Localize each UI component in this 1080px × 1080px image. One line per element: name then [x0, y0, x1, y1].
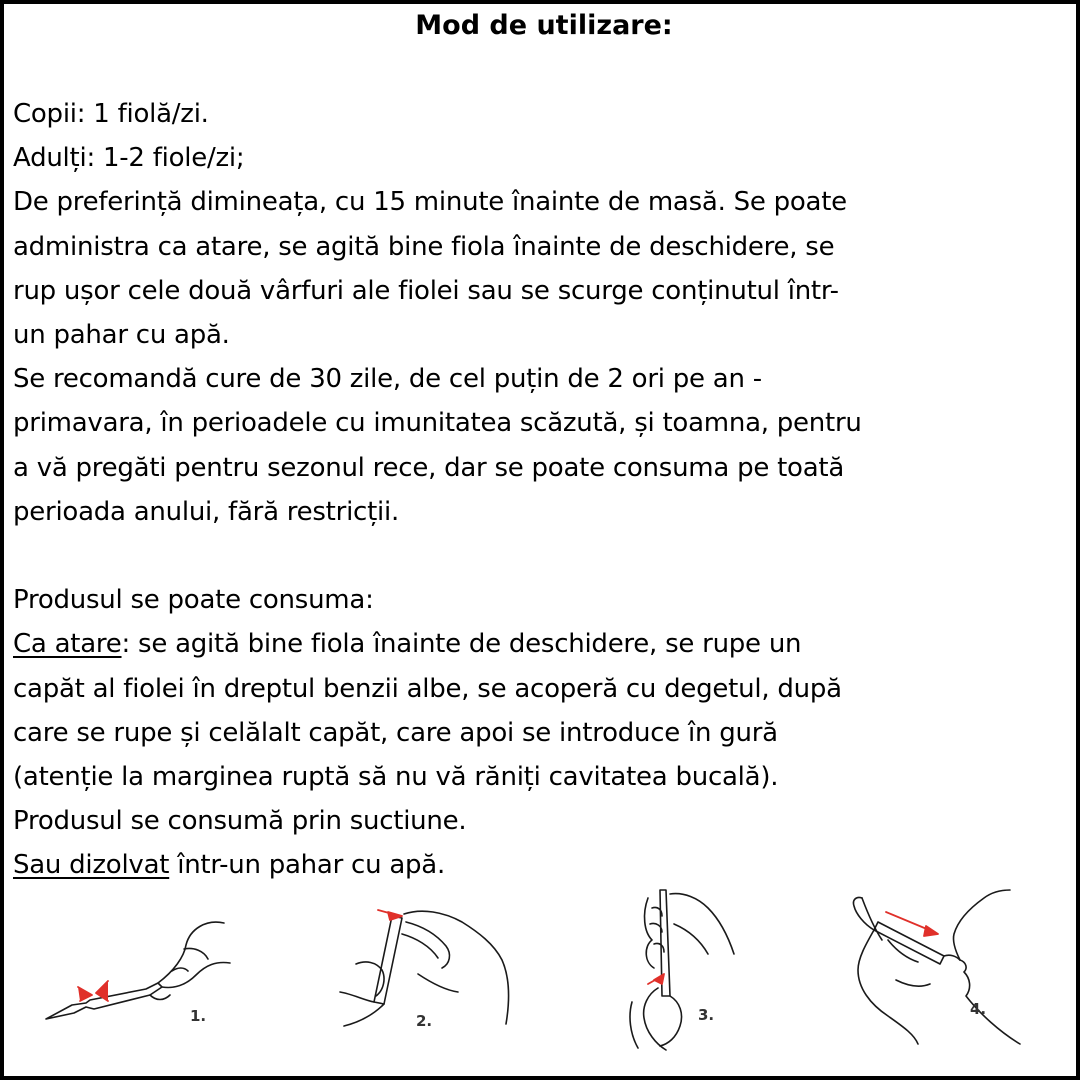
- cover-with-finger-illustration: [326, 904, 526, 1034]
- option-as-is-line: capăt al fiolei în dreptul benzii albe, se acoperă cu degetul, după: [13, 673, 842, 704]
- option-as-is-line: care se rupe și celălalt capăt, care apoi se introduce în gură: [13, 717, 778, 748]
- recommendation-line: perioada anului, fără restricții.: [13, 496, 399, 527]
- page-title: Mod de utilizare:: [415, 10, 673, 41]
- recommendation-line: a vă pregăti pentru sezonul rece, dar se poate consuma pe toată: [13, 452, 845, 483]
- recommendation-line: Se recomandă cure de 30 zile, de cel puțin de 2 ori pe an -: [13, 364, 762, 395]
- drink-from-ampoule-illustration: [834, 884, 1024, 1049]
- instructions-text: [13, 92, 1079, 888]
- usage-line: administra ca atare, se agită bine fiola înainte de deschidere, se: [13, 231, 835, 262]
- recommendation-line: primavara, în perioadele cu imunitatea scăzută, și toamna, pentru: [13, 408, 862, 439]
- dosage-children: Copii: 1 fiolă/zi.: [13, 99, 209, 129]
- option-dissolved-text: într-un pahar cu apă.: [169, 850, 445, 881]
- option-as-is-line: Produsul se consumă prin suctiune.: [13, 806, 467, 837]
- usage-line: un pahar cu apă.: [13, 320, 230, 351]
- usage-line: De preferință dimineața, cu 15 minute înainte de masă. Se poate: [13, 187, 847, 218]
- option-as-is-line: (atenție la marginea ruptă să nu vă răniți cavitatea bucală).: [13, 762, 779, 793]
- option-as-is-text: : se agită bine fiola înainte de deschidere, se rupe un: [121, 629, 802, 660]
- paragraph-gap: [13, 534, 1079, 578]
- usage-line: rup ușor cele două vârfuri ale fiolei sau se scurge conținutul într-: [13, 275, 839, 306]
- step-number-4: 4.: [970, 1000, 987, 1018]
- step-number-2: 2.: [416, 1012, 433, 1030]
- break-ampoule-tip-illustration: [34, 909, 234, 1034]
- option-as-is-line: [13, 622, 1079, 666]
- option-as-is-label: Ca atare: [13, 629, 122, 660]
- option-dissolved-label: Sau dizolvat: [13, 850, 170, 881]
- step-number-1: 1.: [190, 1007, 207, 1025]
- break-other-end-illustration: [604, 884, 764, 1054]
- option-dissolved-line: [13, 843, 1079, 887]
- dosage-adults: Adulți: 1-2 fiole/zi;: [13, 143, 245, 174]
- consume-heading: Produsul se poate consuma:: [13, 585, 374, 616]
- step-number-3: 3.: [698, 1006, 715, 1024]
